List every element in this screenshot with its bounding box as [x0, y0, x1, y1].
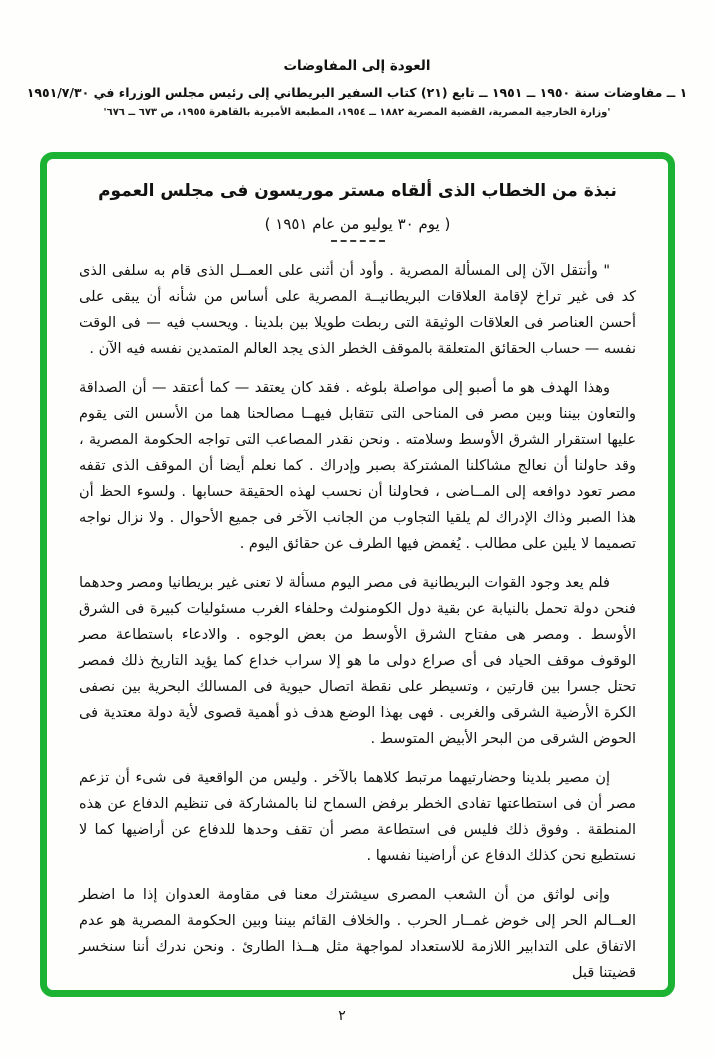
title-separator: [331, 239, 385, 242]
speech-date-line: ( يوم ٣٠ يوليو من عام ١٩٥١ ): [264, 215, 451, 233]
paragraph-1: " وأنتقل الآن إلى المسألة المصرية . وأود أن أثنى على العمــل الذى قام به سلفى الذى كد فى غير تراخ لإقامة العلاقات البريطانيــة المصرية على أساس من شأنه أن يبقى على أحسن العناصر فى العلاقات الوثيقة التى ربطت طويلا بين بلدينا . ويحسب فيه — فى الوقت نفسه — حساب الحقائق المتعلقة بالموقف الخطر الذى يجد العالم المتمدين نفسه فيه الآن .: [79, 263, 636, 357]
paragraph-2: وهذا الهدف هو ما أصبو إلى مواصلة بلوغه . فقد كان يعتقد — كما أعتقد — أن الصداقة والتعاون بيننا وبين مصر فى المناحى التى تتقابل فيهــا مصالحنا هما من الأسس التى يقوم عليها استقرار الشرق الأوسط وسلامته . ونحن نقدر المصاعب التى تواجه الحكومة المصرية ، وقد حاولنا أن نعالج مشاكلنا المشتركة بصبر وإدراك . كما نعلم أيضا أن الموقف الذى تقفه مصر تعود دوافعه إلى المــاضى ، فحاولنا أن نحسب لهذه الحقيقة حسابها . ولسوء الحظ أن هذا الصبر وذاك الإدراك لم يلقيا التجاوب من الجانب الآخر فى جميع الأحوال . ولا نزال نواجه تصميما لا يلين على مطالب . يُغمض فيها الطرف عن حقائق اليوم .: [79, 380, 636, 552]
content-border-box: [40, 152, 675, 997]
header-source-citation: 'وزارة الخارجية المصرية، القضية المصرية ١٨٨٢ ــ ١٩٥٤، المطبعة الأميرية بالقاهرة ١٩٥٥، ص ٦٧٣ ــ ٦٧٦': [103, 107, 611, 118]
paragraph-4: إن مصير بلدينا وحضارتيهما مرتبط كلاهما بالآخر . وليس من الواقعية فى شىء أن تزعم مصر أن فى استطاعتها تفادى الخطر برفض السماح لنا بالمشاركة فى تنظيم الدفاع عن هذه المنطقة . وفوق ذلك فليس فى استطاعة مصر أن تقف وحدها للدفاع عن أراضيها كما لا نستطيع نحن كذلك الدفاع عن أراضينا نفسها .: [79, 770, 636, 864]
page-header: [0, 58, 714, 118]
paragraph-3: فلم يعد وجود القوات البريطانية فى مصر اليوم مسألة لا تعنى غير بريطانيا ومصر وحدهما فنحن دولة تحمل بالنيابة عن بقية دول الكومنولث وحلفاء الغرب مسئوليات كبيرة فى الشرق الأوسط . ومصر هى مفتاح الشرق الأوسط من بعض الوجوه . والادعاء باستطاعة مصر الوقوف موقف الحياد فى أى صراع دولى ما هو إلا سراب خداع كما يؤيد التاريخ ذلك فمصر تحتل جسرا بين قارتين ، وتسيطر على نقطة اتصال حيوية فى المسالك البحرية بين نصفى الكرة الأرضية الشرقى والغربى . فهى بهذا الوضع هدف ذو أهمية قصوى لأية دولة معتدية فى الحوض الشرقى من البحر الأبيض المتوسط .: [79, 575, 636, 747]
header-subtitle: ١ ــ مفاوضات سنة ١٩٥٠ ــ ١٩٥١ ــ تابع (٢١) كتاب السفير البريطاني إلى رئيس مجلس الوزراء في ١٩٥١/٧/٣٠: [26, 85, 688, 100]
speech-body: [79, 258, 636, 986]
header-title: العودة إلى المفاوضات: [283, 58, 431, 74]
page-number: ٢: [338, 1008, 346, 1024]
speech-title: نبذة من الخطاب الذى ألقاه مستر موريسون فى مجلس العموم: [98, 181, 617, 201]
paragraph-5: وإنى لواثق من أن الشعب المصرى سيشترك معنا فى مقاومة العدوان إذا ما اضطر العــالم الحر إلى خوض غمــار الحرب . والخلاف القائم بيننا وبين الحكومة المصرية هو عدم الاتفاق على التدابير اللازمة للاستعداد لمواجهة مثل هــذا الطارئ . ونحن ندرك أننا سنخسر قضيتنا قبل: [79, 887, 636, 981]
